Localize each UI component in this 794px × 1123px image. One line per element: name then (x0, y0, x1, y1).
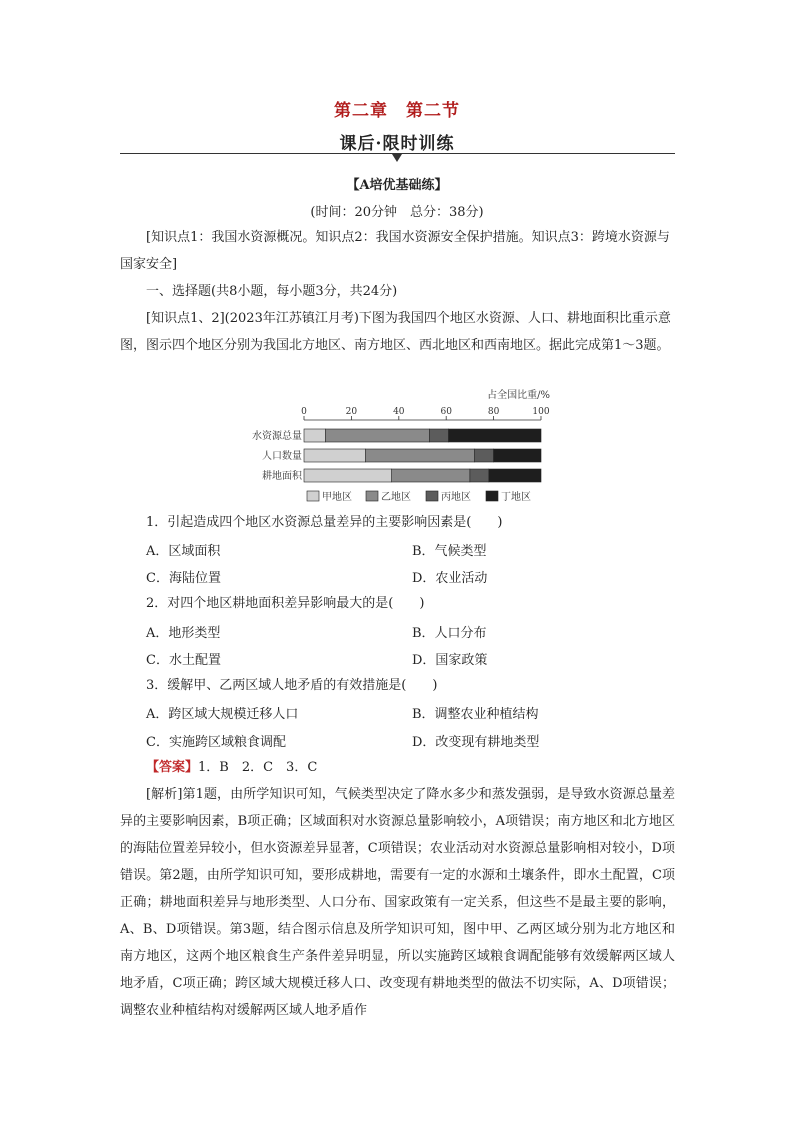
question-2-option-d[interactable]: D．国家政策 (412, 653, 488, 668)
bar-segment (475, 449, 494, 462)
question-2-option-b[interactable]: B．人口分布 (412, 626, 487, 641)
legend-swatch (426, 491, 438, 501)
legend-label: 丁地区 (501, 492, 531, 503)
answer-label: 【答案】 (146, 760, 199, 775)
question-1-option-b[interactable]: B．气候类型 (412, 544, 487, 559)
time-info: (时间：20分钟 总分：38分) (310, 205, 484, 220)
question-3-option-a[interactable]: A．跨区域大规模迁移人口 (146, 707, 299, 722)
bar-segment (430, 429, 449, 442)
x-tick-label: 20 (345, 407, 358, 417)
bar-segment (366, 449, 475, 462)
section-title: 【A培优基础练】 (346, 178, 448, 193)
bar-segment (494, 449, 541, 462)
legend-swatch (486, 491, 498, 501)
question-2-option-a[interactable]: A．地形类型 (146, 626, 221, 641)
answer-text: 1．B 2．C 3．C (198, 760, 318, 775)
analysis-text: [解析]第1题，由所学知识可知，气候类型决定了降水多少和蒸发强弱，是导致水资源总量差异的主要影响因素，B项正确；区域面积对水资源总量影响较小，A项错误；南方地区和北方地区的海陆位置差异较小，但水资源差异显著，C项错误；农业活动对水资源总量影响相对较小，D项错误。第2题，由所学知识可知，要形成耕地，需要有一定的水源和土壤条件，即水土配置，C项正确；耕地面积差异与地形类型、人口分布、国家政策有一定关系，但这些不是最主要的影响，A、B、D项错误。第3题，结合图示信息及所学知识可知，图中甲、乙两区域分别为北方地区和南方地区，这两个地区粮食生产条件差异明显，所以实施跨区域粮食调配能够有效缓解两区域人地矛盾，C项正确；跨区域大规模迁移人口、改变现有耕地类型的做法不切实际，A、D项错误；调整农业种植结构对缓解两区域人地矛盾作 (120, 787, 675, 1018)
bar-segment (470, 469, 489, 482)
bar-segment (449, 429, 541, 442)
category-label: 耕地面积 (262, 471, 302, 482)
x-tick-label: 0 (301, 407, 307, 417)
legend-label: 丙地区 (441, 492, 471, 503)
question-2-option-c[interactable]: C．水土配置 (146, 653, 221, 668)
bar-segment (489, 469, 541, 482)
question-3-option-d[interactable]: D．改变现有耕地类型 (412, 735, 540, 750)
bar-segment (304, 449, 366, 462)
axis-title: 占全国比重/% (487, 390, 550, 401)
legend-swatch (366, 491, 378, 501)
answer-line (120, 754, 675, 781)
x-tick-label: 80 (487, 407, 500, 417)
bar-segment (304, 469, 392, 482)
part-one-heading: 一、选择题(共8小题，每小题3分，共24分) (146, 284, 398, 299)
question-intro: [知识点1、2](2023年江苏镇江月考)下图为我国四个地区水资源、人口、耕地面积比重示意图，图示四个地区分别为我国北方地区、南方地区、西北地区和西南地区。据此完成第1～3题。 (120, 311, 671, 353)
knowledge-points: [知识点1：我国水资源概况。知识点2：我国水资源安全保护措施。知识点3：跨境水资源与国家安全] (120, 230, 670, 272)
divider-triangle-icon (392, 154, 402, 162)
question-3-stem: 3．缓解甲、乙两区域人地矛盾的有效措施是( ) (146, 678, 438, 693)
x-tick-label: 40 (393, 407, 405, 417)
bar-segment (392, 469, 470, 482)
chapter-title: 第二章 第二节 (334, 101, 460, 121)
question-3-option-b[interactable]: B．调整农业种植结构 (412, 707, 539, 722)
category-label: 水资源总量 (252, 431, 302, 442)
question-1-option-c[interactable]: C．海陆位置 (146, 571, 221, 586)
question-1-option-d[interactable]: D．农业活动 (412, 571, 488, 586)
question-1-option-a[interactable]: A．区域面积 (146, 544, 221, 559)
legend-label: 甲地区 (322, 492, 352, 503)
question-1-stem: 1．引起造成四个地区水资源总量差异的主要影响因素是( ) (146, 515, 503, 530)
question-2-stem: 2．对四个地区耕地面积差异影响最大的是( ) (146, 596, 425, 611)
bar-segment (304, 429, 325, 442)
stacked-bar-chart (240, 384, 560, 506)
bar-segment (325, 429, 429, 442)
question-3-option-c[interactable]: C．实施跨区域粮食调配 (146, 735, 286, 750)
category-label: 人口数量 (262, 451, 302, 462)
x-tick-label: 100 (532, 407, 550, 417)
section-subtitle: 课后·限时训练 (339, 134, 455, 154)
legend-label: 乙地区 (381, 492, 411, 503)
x-tick-label: 60 (440, 407, 452, 417)
legend-swatch (307, 491, 319, 501)
